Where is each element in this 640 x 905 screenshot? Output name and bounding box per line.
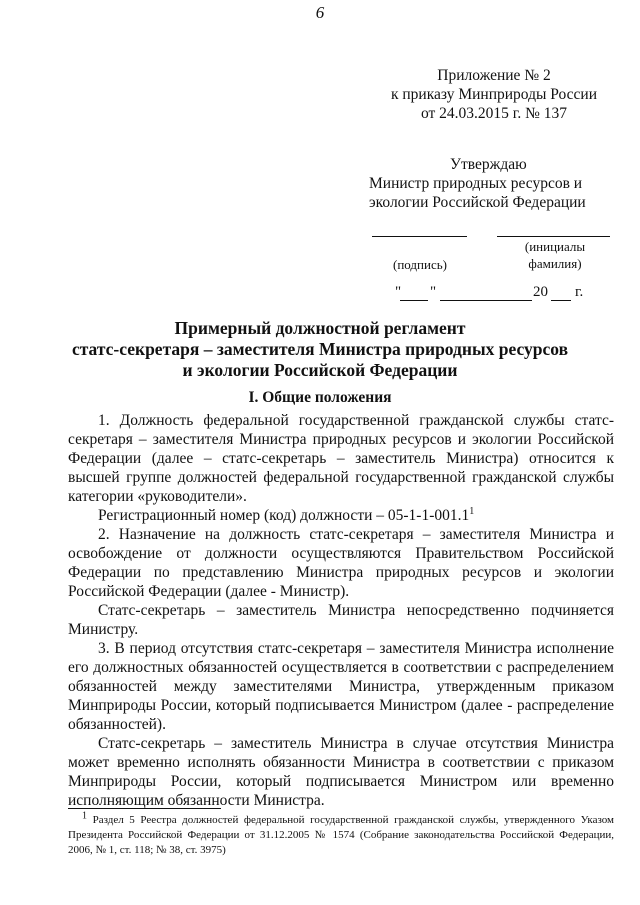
title-line-3: и экологии Российской Федерации	[182, 360, 458, 380]
paragraph-1: 1. Должность федеральной государственной гражданской службы статс-секретаря – заместителя Министра природных ресурсов и экологии Российской Федерации (далее – статс-секретарь – заместитель Министра) относится к высшей группе должностей федеральной государственной гражданской службы категории «руководители».	[68, 412, 614, 505]
paragraph-acting: Статс-секретарь – заместитель Министра в случае отсутствия Министра может временно исполнять обязанности Министра в соответствии с приказом Минприроды России, который подписывается Министром или временно исполняющим обязанности Министра.	[68, 735, 614, 809]
approval-official	[369, 174, 586, 212]
approval-line-1: Министр природных ресурсов и	[369, 175, 583, 192]
paragraph-2: 2. Назначение на должность статс-секретаря – заместителя Министра и освобождение от должности осуществляются Правительством Российской Федерации по представлению Министра природных ресурсов и экологии Российской Федерации (далее - Министр).	[68, 526, 614, 600]
initials-label-line-1: (инициалы	[524, 239, 586, 254]
date-open-quote: "	[395, 284, 402, 300]
registration-text: Регистрационный номер (код) должности – 05-1-1-001.1	[98, 507, 470, 524]
page-number: 6	[315, 3, 325, 22]
appendix-line-1: Приложение № 2	[437, 67, 551, 84]
approval-word: Утверждаю	[450, 156, 527, 173]
section-heading: I. Общие положения	[248, 389, 392, 406]
paragraph-3: 3. В период отсутствия статс-секретаря – заместителя Министра исполнение его должностных обязанностей осуществляется в соответствии с распределением обязанностей между заместителями Министра, утвержденным приказом Минприроды России, который подписывается Министром (далее - распределение обязанностей).	[68, 640, 614, 733]
date-suffix: г.	[575, 284, 584, 300]
title-line-2: статс-секретаря – заместителя Министра природных ресурсов	[71, 339, 569, 359]
paragraph-subordination: Статс-секретарь – заместитель Министра непосредственно подчиняется Министру.	[68, 602, 614, 638]
document-title	[20, 318, 620, 381]
initials-label-line-2: фамилия)	[528, 256, 582, 271]
date-close-quote: "	[430, 284, 437, 300]
footnote	[68, 810, 614, 858]
appendix-line-2: к приказу Минприроды России	[390, 86, 597, 103]
signature-line	[372, 236, 467, 237]
document-body	[68, 411, 614, 810]
date-month-line	[440, 300, 532, 301]
footnote-divider	[68, 808, 221, 809]
date-year: 20	[533, 284, 548, 300]
date-year-line	[551, 300, 571, 301]
footnote-reference: 1	[469, 505, 475, 517]
date-day-line	[400, 300, 428, 301]
initials-label	[505, 238, 605, 272]
title-line-1: Примерный должностной регламент	[174, 318, 466, 338]
appendix-block	[375, 66, 613, 123]
footnote-text: Раздел 5 Реестра должностей федеральной государственной гражданской службы, утвержденного Указом Президента Российской Федерации от 31.12.2005 № 1574 (Собрание законодательства Российской Федерации, 2006, № 1, ст. 118; № 38, ст. 3975)	[68, 814, 614, 856]
appendix-line-3: от 24.03.2015 г. № 137	[420, 105, 568, 122]
signature-label: (подпись)	[393, 257, 447, 272]
approval-line-2: экологии Российской Федерации	[369, 194, 586, 211]
paragraph-registration	[68, 506, 614, 525]
footnote-marker: 1	[82, 810, 87, 822]
initials-line	[497, 236, 610, 237]
